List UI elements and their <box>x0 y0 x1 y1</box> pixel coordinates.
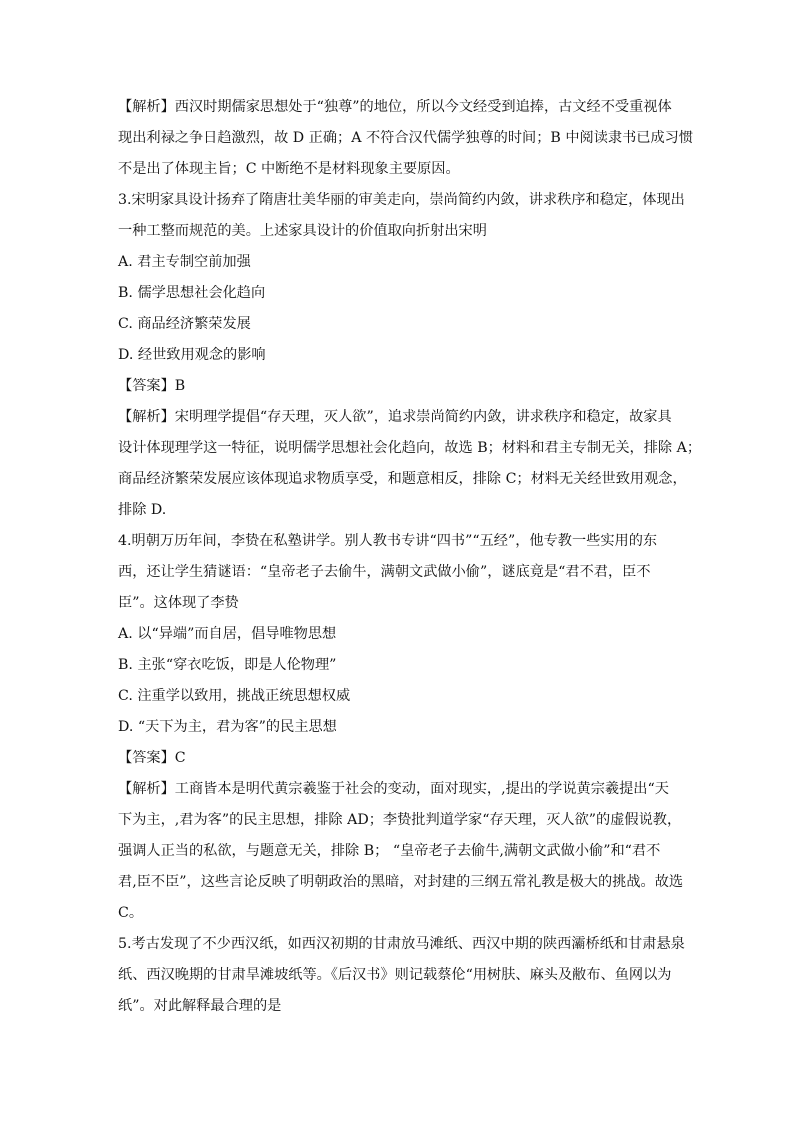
question-stem-line: 纸、西汉晚期的甘肃旱滩坡纸等。《后汉书》则记载蔡伦“用树肤、麻头及敝布、鱼网以为 <box>118 967 672 983</box>
analysis-q2 <box>118 92 694 185</box>
option-d: D. “天下为主，君为客”的民主思想 <box>118 719 337 735</box>
option-a: A. 君主专制空前加强 <box>118 254 251 270</box>
question-stem-line: 西，还让学生猜谜语：“皇帝老子去偷牛，满朝文武做小偷”，谜底竟是“君不君，臣不 <box>118 564 651 580</box>
text-line: 【解析】宋明理学提倡“存天理，灭人欲”，追求崇尚简约内敛，讲求秩序和稳定，故家具 <box>118 409 672 425</box>
question-stem-line: 4.明朝万历年间，李贽在私塾讲学。别人教书专讲“四书”“五经”，他专教一些实用的东 <box>118 533 658 549</box>
question-stem-line: 纸”。对此解释最合理的是 <box>118 998 282 1014</box>
text-line: 下为主，,君为客”的民主思想，排除 AD；李贽批判道学家“存天理，灭人欲”的虚假说教， <box>118 812 682 828</box>
text-line: 强调人正当的私欲，与题意无关，排除 B； “皇帝老子去偷牛,满朝文武做小偷”和“君不 <box>118 843 661 859</box>
text-line: 商品经济繁荣发展应该体现追求物质享受，和题意相反，排除 C；材料无关经世致用观念， <box>118 471 687 487</box>
option-b: B. 儒学思想社会化趋向 <box>118 285 266 301</box>
text-line: 【解析】工商皆本是明代黄宗羲鉴于社会的变动，面对现实，,提出的学说黄宗羲提出“天 <box>118 781 669 797</box>
answer-label: 【答案】C <box>118 750 186 766</box>
answer-label: 【答案】B <box>118 378 186 394</box>
question-3 <box>118 185 685 402</box>
text-line: C。 <box>118 905 144 921</box>
question-stem-line: 一种工整而规范的美。上述家具设计的价值取向折射出宋明 <box>118 223 487 239</box>
text-line: 排除 D. <box>118 502 167 518</box>
question-stem-line: 3.宋明家具设计扬弃了隋唐壮美华丽的审美走向，崇尚简约内敛，讲求秩序和稳定，体现出 <box>118 192 685 208</box>
option-c: C. 注重学以致用，挑战正统思想权威 <box>118 688 351 704</box>
analysis-q3 <box>118 402 702 526</box>
option-b: B. 主张“穿衣吃饭，即是人伦物理” <box>118 657 337 673</box>
text-line: 现出利禄之争日趋激烈，故 D 正确；A 不符合汉代儒学独尊的时间；B 中阅读隶书已成习惯 <box>118 130 694 146</box>
text-line: 设计体现理学这一特征，说明儒学思想社会化趋向，故选 B；材料和君主专制无关，排除 A； <box>118 440 702 456</box>
option-a: A. 以“异端”而自居，倡导唯物思想 <box>118 626 337 642</box>
question-5 <box>118 929 685 1022</box>
text-line: 君,臣不臣”，这些言论反映了明朝政治的黑暗，对封建的三纲五常礼教是极大的挑战。故选 <box>118 874 684 890</box>
document-page <box>118 92 702 1022</box>
question-4 <box>118 526 678 774</box>
option-c: C. 商品经济繁荣发展 <box>118 316 251 332</box>
analysis-q4 <box>118 774 684 929</box>
option-d: D. 经世致用观念的影响 <box>118 347 266 363</box>
question-stem-line: 5.考古发现了不少西汉纸，如西汉初期的甘肃放马滩纸、西汉中期的陕西灞桥纸和甘肃悬泉 <box>118 936 685 952</box>
text-line: 不是出了体现主旨；C 中断绝不是材料现象主要原因。 <box>118 161 460 177</box>
text-line: 【解析】西汉时期儒家思想处于“独尊”的地位，所以今文经受到追捧，古文经不受重视体 <box>118 99 672 115</box>
question-stem-line: 臣”。这体现了李贽 <box>118 595 239 611</box>
